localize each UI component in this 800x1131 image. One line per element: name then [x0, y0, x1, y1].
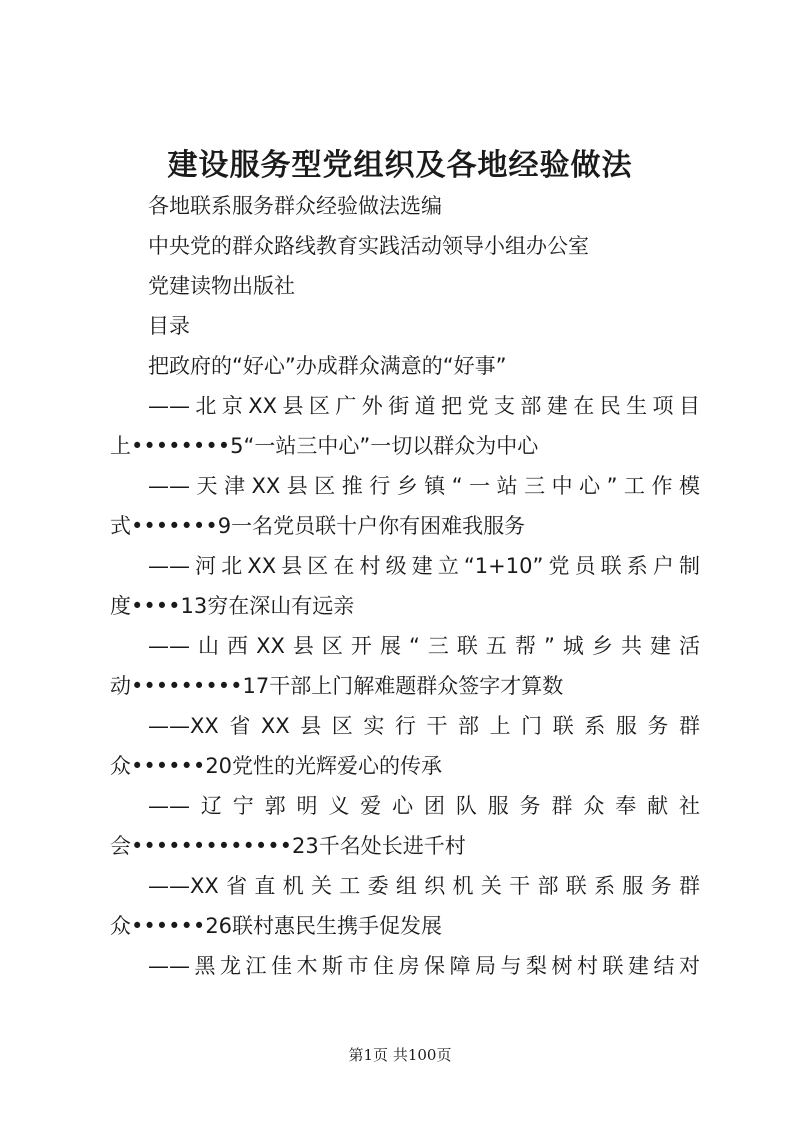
- text-line-subtitle: 各地联系服务群众经验做法选编: [148, 194, 442, 218]
- toc-entry-line: 度••••13穷在深山有远亲: [110, 594, 355, 618]
- toc-entry-line: ——北京XX县区广外街道把党支部建在民生项目: [148, 394, 700, 418]
- toc-entry-line: ——山西XX县区开展“三联五帮”城乡共建活: [148, 634, 700, 658]
- document-title: 建设服务型党组织及各地经验做法: [167, 148, 633, 183]
- document-body: [110, 186, 700, 986]
- text-line-editor: 中央党的群众路线教育实践活动领导小组办公室: [148, 234, 589, 258]
- toc-entry-line: 众••••••20党性的光辉爱心的传承: [110, 754, 443, 778]
- toc-entry-line: ——天津XX县区推行乡镇“一站三中心”工作模: [148, 474, 700, 498]
- toc-entry-line: ——XX省XX县区实行干部上门联系服务群: [148, 714, 700, 738]
- text-line-publisher: 党建读物出版社: [148, 274, 295, 298]
- page-number: 第1页 共100页: [348, 1046, 452, 1064]
- toc-entry-line: ——河北XX县区在村级建立“1+10”党员联系户制: [148, 554, 700, 578]
- toc-entry-line: 上••••••••5“一站三中心”一切以群众为中心: [110, 434, 539, 458]
- toc-entry-line: ——XX省直机关工委组织机关干部联系服务群: [148, 874, 700, 898]
- toc-entry-line: 会•••••••••••••23千名处长进千村: [110, 834, 466, 858]
- toc-entry-line: ——黑龙江佳木斯市住房保障局与梨树村联建结对: [148, 954, 700, 978]
- toc-entry-line: 式•••••••9一名党员联十户你有困难我服务: [110, 514, 526, 538]
- toc-entry-line: ——辽宁郭明义爱心团队服务群众奉献社: [148, 794, 700, 818]
- toc-heading: 目录: [148, 314, 190, 338]
- toc-entry-line: 动•••••••••17干部上门解难题群众签字才算数: [110, 674, 564, 698]
- toc-entry-title: 把政府的“好心”办成群众满意的“好事”: [148, 354, 507, 378]
- toc-entry-line: 众••••••26联村惠民生携手促发展: [110, 914, 443, 938]
